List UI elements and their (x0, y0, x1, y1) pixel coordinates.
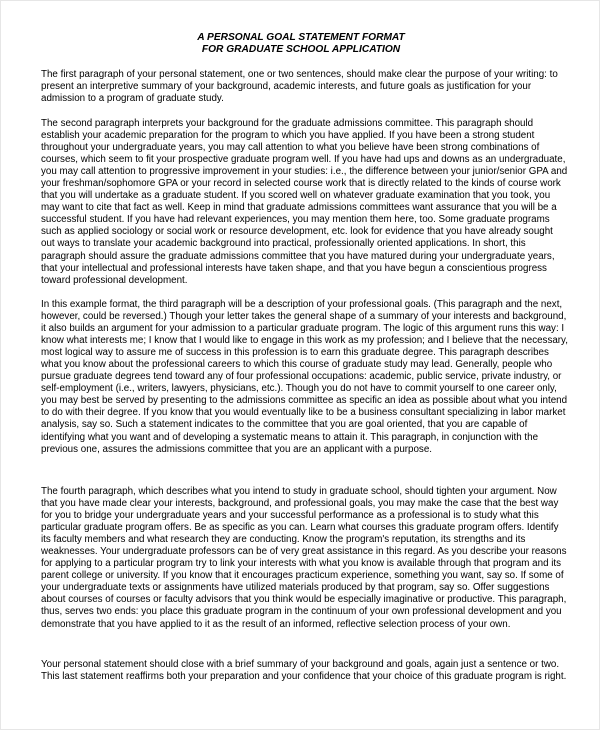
paragraph-closing: Your personal statement should close with a brief summary of your background and goals, again just a sentence or two. This last statement reaffirms both your preparation and your confidence that your choice of this graduate program is right. (41, 659, 567, 683)
document-title-line-1: A PERSONAL GOAL STATEMENT FORMAT (197, 32, 405, 43)
paragraph-background: The second paragraph interprets your background for the graduate admissions committee. This paragraph should establish your academic preparation for the program to which you have applied. If you have been a strong student throughout your undergraduate years, you may call attention to what you believe have been strong combinations of courses, which seem to fit your prospective graduate program well. If you have had ups and downs as an undergraduate, you may call attention to progressive improvement in your studies: i.e., the difference between your junior/senior GPA and your freshman/sophomore GPA or your record in selected course work that is directly related to the kinds of course work that you will undertake as a graduate student. If you scored well on whatever graduate examination that you took, you may want to cite that fact as well. Keep in mind that graduate admissions committees want assurance that you will be a successful student. If you have had relevant experiences, you may mention them here, too. Some graduate programs such as applied sociology or social work or resource development, etc. look for evidence that you have already sought out ways to translate your academic background into practical, professionally oriented applications. In short, this paragraph should assure the graduate admissions committee that you have matured during your undergraduate years, that your intellectual and professional interests have taken shape, and that you have begun a conscientious progress toward professional development. (41, 118, 568, 286)
paragraph-professional-goals: In this example format, the third paragraph will be a description of your professional goals. (This paragraph and the next, however, could be reversed.) Though your letter takes the general shape of a summary of your interests and background, it also builds an argument for your admission to a particular graduate program. The logic of this argument runs this way: I know what interests me; I know that I would like to engage in this work as my profession; and I believe that the necessary, most logical way to assure me of success in this profession is to earn this graduate degree. This paragraph describes what you know about the professional careers to which this course of graduate study may lead. Generally, people who pursue graduate degrees tend toward any of four professional occupations: academic, public service, private industry, or self-employment (i.e., writers, lawyers, physicians, etc.). Though you do not have to commit yourself to one career only, you may best be served by presenting to the admissions committee as specific an idea as possible about what you intend to do with their degree. If you know that you would eventually like to be a business consultant specializing in labor market analysis, say so. Such a statement indicates to the committee that you are goal oriented, that you are capable of identifying what you want and of developing a systematic means to attain it. This paragraph, in conjunction with the previous one, assures the admissions committee that you are an applicant with a purpose. (41, 299, 568, 455)
document-title-line-2: FOR GRADUATE SCHOOL APPLICATION (201, 44, 401, 55)
paragraph-intended-study: The fourth paragraph, which describes what you intend to study in graduate school, should tighten your argument. Now that you have made clear your interests, background, and professional goals, you may make the case that the best way for you to bridge your undergraduate years and your successful performance as a professional is to study what this particular graduate program offers. Be as specific as you can. Learn what courses this graduate program offers. Identify its faculty members and what research they are conducting. Know the program's reputation, its strengths and its weaknesses. Your undergraduate professors can be of very great assistance in this regard. As you describe your reasons for applying to a particular program try to link your interests with what you know is available through that program and its parent college or university. If you know that it encourages practicum experience, something you want, say so. If some of your undergraduate texts or assignments have utilized materials produced by that program, say so. Offer suggestions about courses of courses or faculty advisors that you think would be especially imaginative or productive. This paragraph, thus, serves two ends: you place this graduate program in the continuum of your own professional development and you demonstrate that you have applied to it as the result of an informed, reflective selection process of your own. (41, 486, 567, 630)
paragraph-intro: The first paragraph of your personal statement, one or two sentences, should make clear the purpose of your writing: to present an interpretive summary of your background, academic interests, and future goals as justification for your admission to a program of graduate study. (41, 69, 558, 105)
